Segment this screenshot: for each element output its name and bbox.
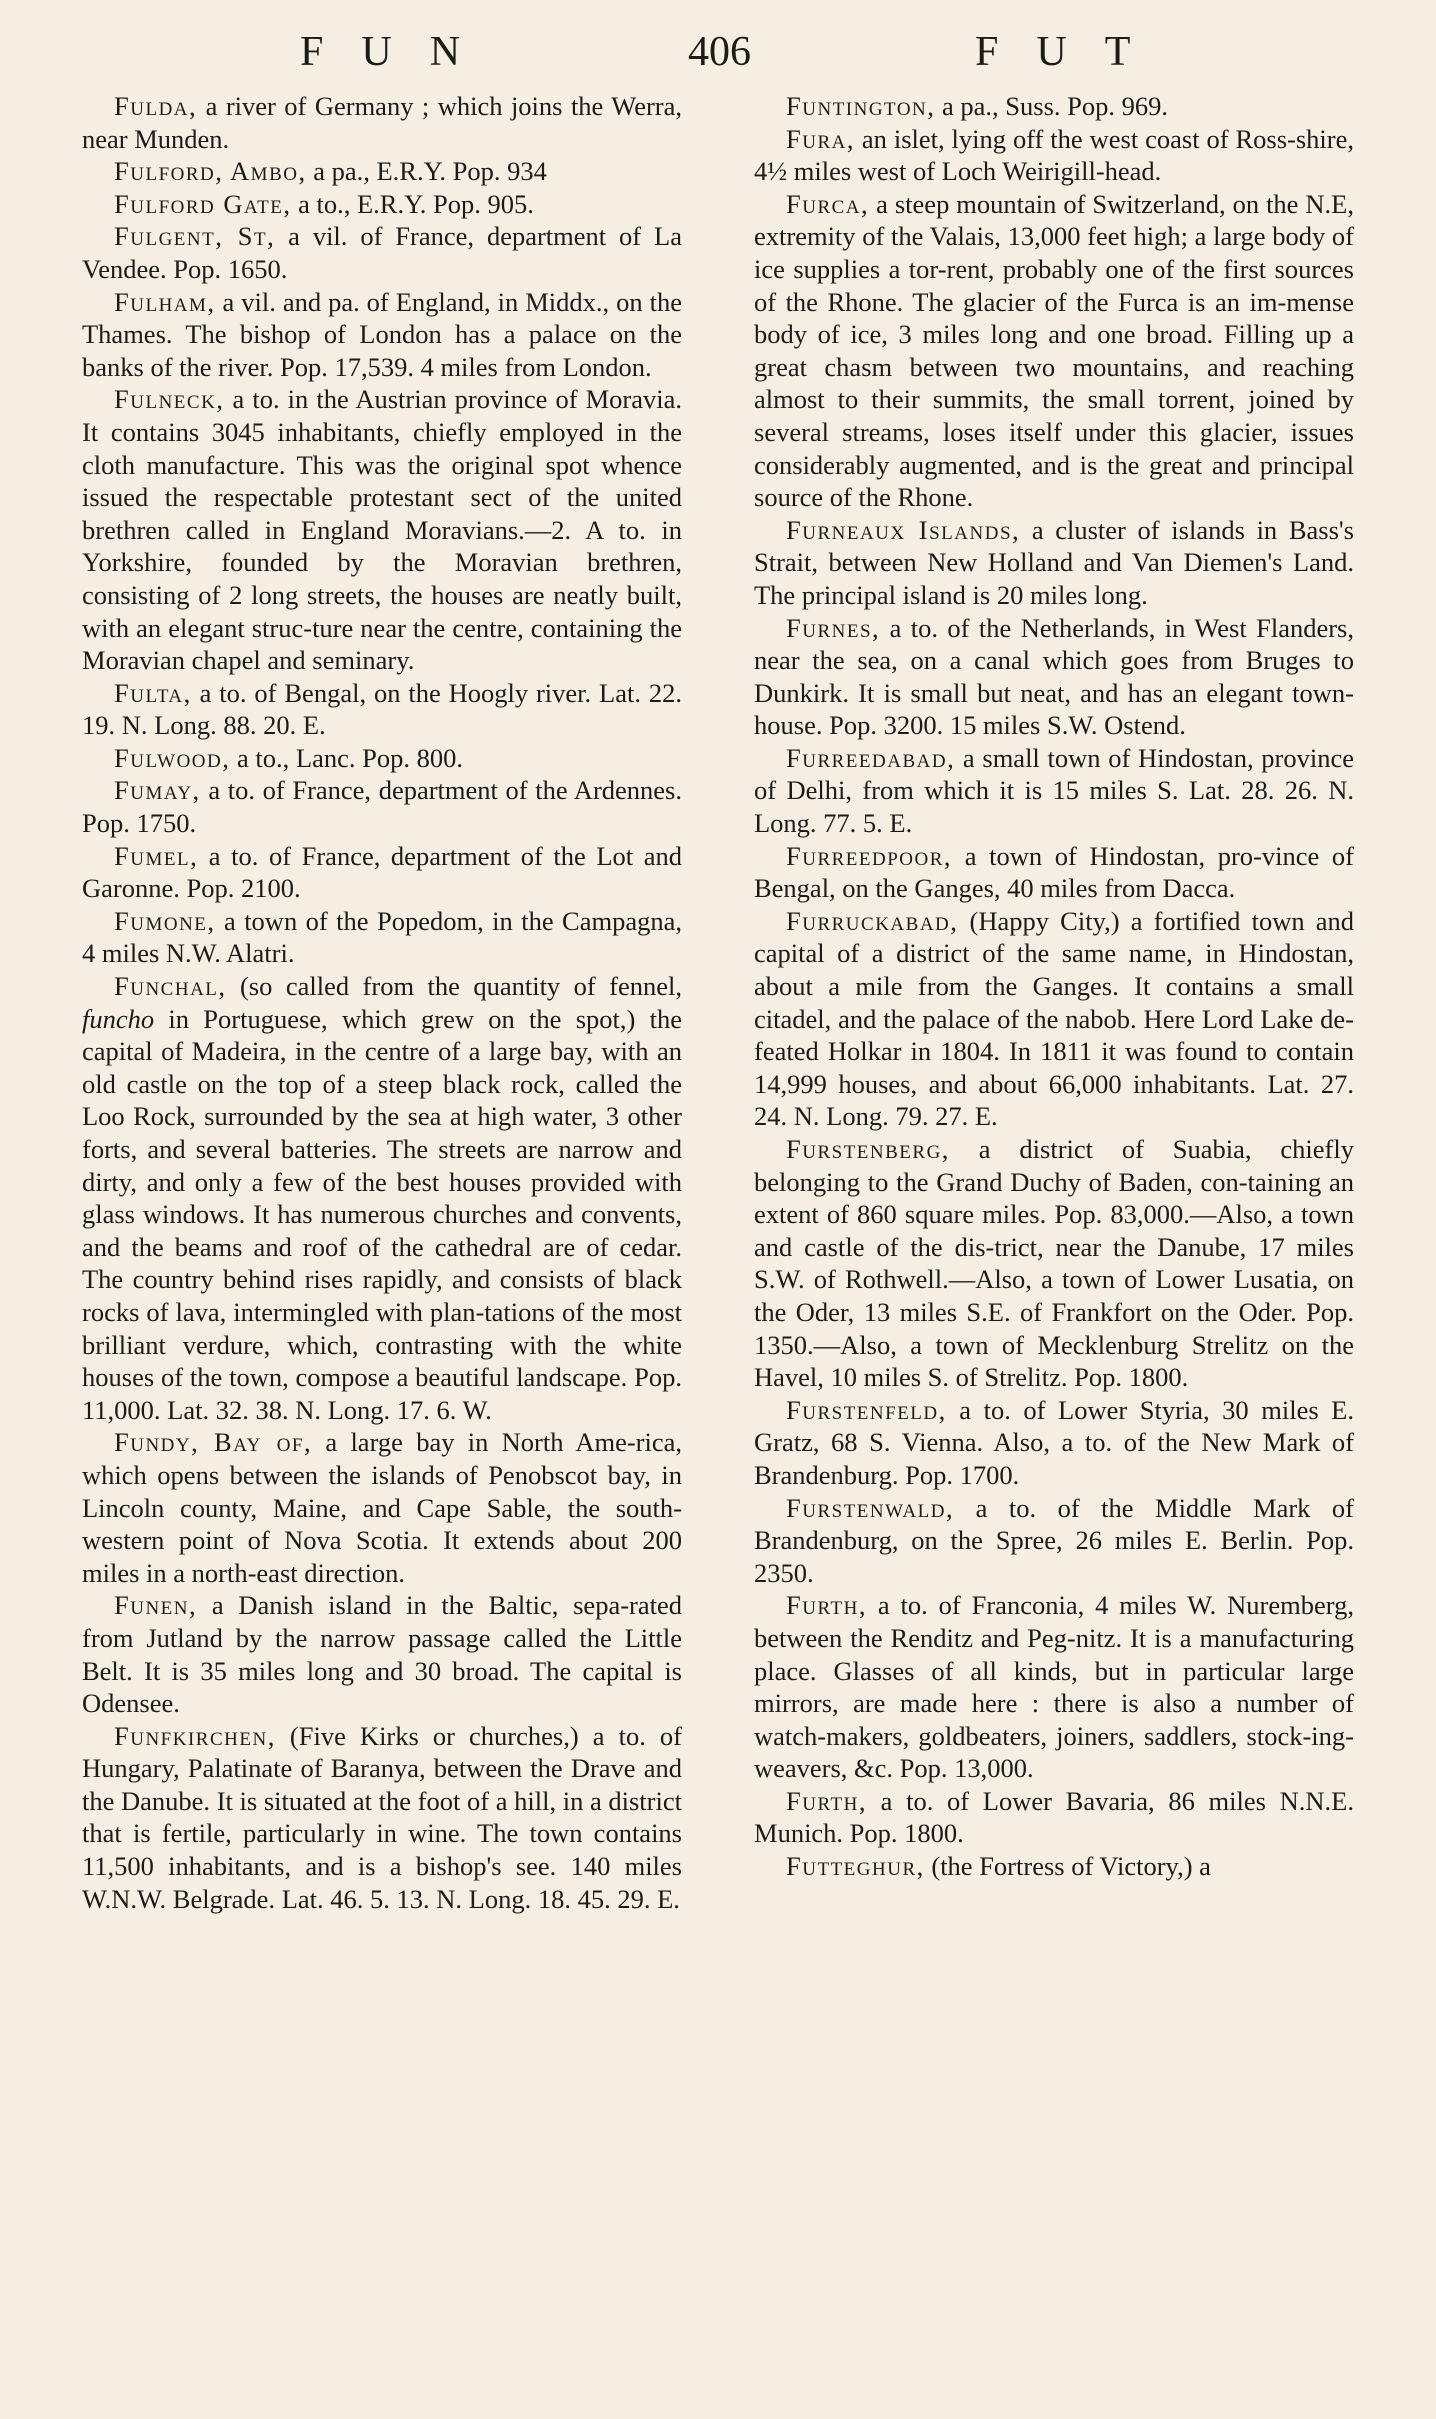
entry-fura: [754, 123, 1354, 188]
entry-text: a town of the Popedom, in the Campagna, 4 miles N.W. Alatri.: [82, 905, 682, 969]
headword: Furreedpoor,: [786, 840, 953, 871]
entry-fulta: [82, 677, 682, 742]
entry-funchal: [82, 970, 682, 1426]
entry-furreedpoor: [754, 840, 1354, 905]
left-column: [82, 90, 682, 1915]
entry-text: a pa., Suss. Pop. 969.: [935, 91, 1169, 121]
entry-fumay: [82, 774, 682, 839]
headword: Fumel,: [114, 840, 199, 871]
entry-text: a to., E.R.Y. Pop. 905.: [291, 188, 534, 219]
headword: Fura,: [786, 123, 855, 154]
headword: Futteghur,: [786, 1851, 925, 1882]
entry-fulneck: [82, 383, 682, 676]
entry-furth-franconia: [754, 1589, 1354, 1785]
running-head: [0, 18, 1436, 88]
headword: Furca,: [786, 188, 870, 219]
entry-fulda: [82, 90, 682, 155]
headword: Furneaux Islands,: [786, 514, 1021, 545]
entry-text: a to., Lanc. Pop. 800.: [230, 742, 463, 773]
entry-fumone: [82, 905, 682, 970]
headword: Furstenberg,: [786, 1134, 950, 1164]
entry-text: a to. of the Middle Mark of Brandenburg, on the Spree, 26 miles E. Berlin. Pop. 2350.: [754, 1492, 1354, 1588]
running-head-left: FUN: [300, 29, 499, 75]
entry-text: (so called from the quantity of fennel,: [226, 971, 682, 1002]
entry-text: a vil. and pa. of England, in Middx., on the Thames. The bishop of London has a palace on the banks of the river. Pop. 17,539. 4 miles from London.: [82, 286, 682, 382]
headword: Funtington,: [786, 91, 936, 121]
entry-text: in Portuguese, which grew on the spot,) the capital of Madeira, in the centre of a large bay, with an old castle on the top of a steep black rock, called the Loo Rock, surrounded by the sea at high water, 3 other forts, and several batteries. The streets are narrow and dirty, and only a few of the best houses provided with glass windows. It has numerous churches and convents, and the beams and roof of the cathedral are of cedar. The country behind rises rapidly, and consists of black rocks of lava, intermingled with plan-tations of the most brilliant verdure, which, contrasting with the white houses of the town, compose a beautiful landscape. Pop. 11,000. Lat. 32. 38. N. Long. 17. 6. W.: [82, 1003, 682, 1425]
entry-text: an islet, lying off the west coast of Ross-shire, 4½ miles west of Loch Weirigill-head.: [754, 123, 1354, 187]
headword: Furreedabad,: [786, 742, 956, 773]
entry-text: a to. of Bengal, on the Hoogly river. Lat. 22. 19. N. Long. 88. 20. E.: [82, 677, 682, 741]
headword: Furnes,: [786, 612, 881, 643]
page-number: 406: [688, 29, 751, 75]
entry-text: a pa., E.R.Y. Pop. 934: [306, 156, 547, 187]
running-head-right: FUT: [975, 29, 1169, 75]
entry-text: a to. of Lower Styria, 30 miles E. Gratz, 68 S. Vienna. Also, a to. of the New Mark of Brandenburg. Pop. 1700.: [754, 1394, 1354, 1490]
headword: Furstenfeld,: [786, 1394, 947, 1425]
headword: Fulham,: [114, 286, 216, 317]
entry-furnes: [754, 612, 1354, 742]
headword: Fulwood,: [114, 742, 231, 773]
entry-furruckabad: [754, 905, 1354, 1133]
entry-fulwood: [82, 742, 682, 775]
entry-text: a to. of the Netherlands, in West Flanders, near the sea, on a canal which goes from Bruges to Dunkirk. It is small but neat, and has an elegant town-house. Pop. 3200. 15 miles S.W. Ostend.: [754, 612, 1354, 741]
entry-fulham: [82, 286, 682, 384]
headword: Fulford, Ambo,: [114, 156, 307, 187]
entry-text: a cluster of islands in Bass's Strait, between New Holland and Van Diemen's Land. The principal island is 20 miles long.: [754, 514, 1354, 610]
entry-text: a district of Suabia, chiefly belonging to the Grand Duchy of Baden, con-taining an extent of 860 square miles. Pop. 83,000.—Also, a town and castle of the dis-trict, near the Danube, 17 miles S.W. of Rothwell.—Also, a town of Lower Lusatia, on the Oder, 13 miles S.E. of Frankfort on the Oder. Pop. 1350.—Also, a town of Mecklenburg Strelitz on the Havel, 10 miles S. of Strelitz. Pop. 1800.: [754, 1134, 1354, 1393]
entry-furca: [754, 188, 1354, 514]
entry-text: a river of Germany ; which joins the Werra, near Munden.: [82, 91, 682, 154]
headword: Funfkirchen,: [114, 1720, 276, 1751]
italic-term: funcho: [82, 1003, 155, 1034]
headword: Furth,: [786, 1785, 867, 1816]
entry-text: a town of Hindostan, pro-vince of Bengal, on the Ganges, 40 miles from Dacca.: [754, 840, 1354, 904]
entry-text: (Happy City,) a fortified town and capital of a district of the same name, in Hindostan, about a mile from the Ganges. It contains a small citadel, and the palace of the nabob. Here Lord Lake de-feated Holkar in 1804. In 1811 it was found to contain 14,999 houses, and about 66,000 inhabitants. Lat. 27. 24. N. Long. 79. 27. E.: [754, 905, 1354, 1132]
headword: Furstenwald,: [786, 1492, 955, 1523]
entry-text: a to. of Franconia, 4 miles W. Nuremberg, between the Renditz and Peg-nitz. It is a manufacturing place. Glasses of all kinds, but in particular large mirrors, are made here : there is also a number of watch-makers, goldbeaters, joiners, saddlers, stock-ing-weavers, &c. Pop. 13,000.: [754, 1590, 1354, 1784]
entry-text: (the Fortress of Victory,) a: [924, 1851, 1211, 1882]
entry-furstenfeld: [754, 1394, 1354, 1492]
headword: Fulford Gate,: [114, 188, 292, 219]
entry-text: a small town of Hindostan, province of Delhi, from which it is 15 miles S. Lat. 28. 26. N. Long. 77. 5. E.: [754, 742, 1354, 839]
headword: Furth,: [786, 1590, 867, 1621]
entry-text: a to. of France, department of the Ardennes. Pop. 1750.: [82, 775, 682, 839]
headword: Fumone,: [114, 905, 216, 936]
entry-fundy-bay: [82, 1426, 682, 1589]
entry-fulgent: [82, 220, 682, 285]
entry-text: a to. of Lower Bavaria, 86 miles N.N.E. Munich. Pop. 1800.: [754, 1785, 1354, 1849]
entry-furstenberg: [754, 1133, 1354, 1394]
headword: Fulta,: [114, 677, 192, 708]
entry-fulford-ambo: [82, 155, 682, 188]
entry-text: a steep mountain of Switzerland, on the N.E, extremity of the Valais, 13,000 feet high; a large body of ice supplies a tor-rent, probably one of the first sources of the Rhone. The glacier of the Furca is an im-mense body of ice, 3 miles long and one broad. Filling up a great chasm between two mountains, and reaching almost to their summits, the small torrent, joined by several streams, loses itself under this glacier, issues considerably augmented, and is the great and principal source of the Rhone.: [754, 188, 1354, 513]
headword: Funchal,: [114, 971, 227, 1002]
headword: Fumay,: [114, 775, 201, 806]
entry-furth-bavaria: [754, 1785, 1354, 1850]
entry-furstenwald: [754, 1492, 1354, 1590]
headword: Fulneck,: [114, 384, 225, 415]
entry-fulford-gate: [82, 188, 682, 221]
entry-funtington: [754, 90, 1354, 123]
entry-fumel: [82, 840, 682, 905]
entry-text: (Five Kirks or churches,) a to. of Hungary, Palatinate of Baranya, between the Drave and the Danube. It is situated at the foot of a hill, in a district that is fertile, particularly in wine. The town contains 11,500 inhabitants, and is a bishop's see. 140 miles W.N.W. Belgrade. Lat. 46. 5. 13. N. Long. 18. 45. 29. E.: [82, 1720, 682, 1914]
headword: Fundy, Bay of,: [114, 1427, 313, 1458]
headword: Fulgent, St,: [114, 221, 276, 252]
entry-furneaux-islands: [754, 514, 1354, 612]
entry-text: a large bay in North Ame-rica, which opens between the islands of Penobscot bay, in Lincoln county, Maine, and Cape Sable, the south-western point of Nova Scotia. It extends about 200 miles in a north-east direction.: [82, 1427, 682, 1588]
headword: Funen,: [114, 1590, 198, 1621]
entry-funfkirchen: [82, 1720, 682, 1916]
entry-futteghur: [754, 1850, 1354, 1883]
right-column: [754, 90, 1354, 1883]
entry-text: a to. in the Austrian province of Moravia. It contains 3045 inhabitants, chiefly employed in the cloth manufacture. This was the original spot whence issued the respectable protestant sect of the united brethren called in England Moravians.—2. A to. in Yorkshire, founded by the Moravian brethren, consisting of 2 long streets, the houses are neatly built, with an elegant struc-ture near the centre, containing the Moravian chapel and seminary.: [82, 384, 682, 676]
headword: Furruckabad,: [786, 905, 959, 936]
headword: Fulda,: [114, 91, 198, 121]
entry-text: a Danish island in the Baltic, sepa-rated from Jutland by the narrow passage called the Little Belt. It is 35 miles long and 30 broad. The capital is Odensee.: [82, 1590, 682, 1719]
entry-text: a vil. of France, department of La Vendee. Pop. 1650.: [82, 221, 682, 284]
entry-text: a to. of France, department of the Lot and Garonne. Pop. 2100.: [82, 840, 682, 904]
entry-funen: [82, 1589, 682, 1719]
entry-furreedabad: [754, 742, 1354, 840]
